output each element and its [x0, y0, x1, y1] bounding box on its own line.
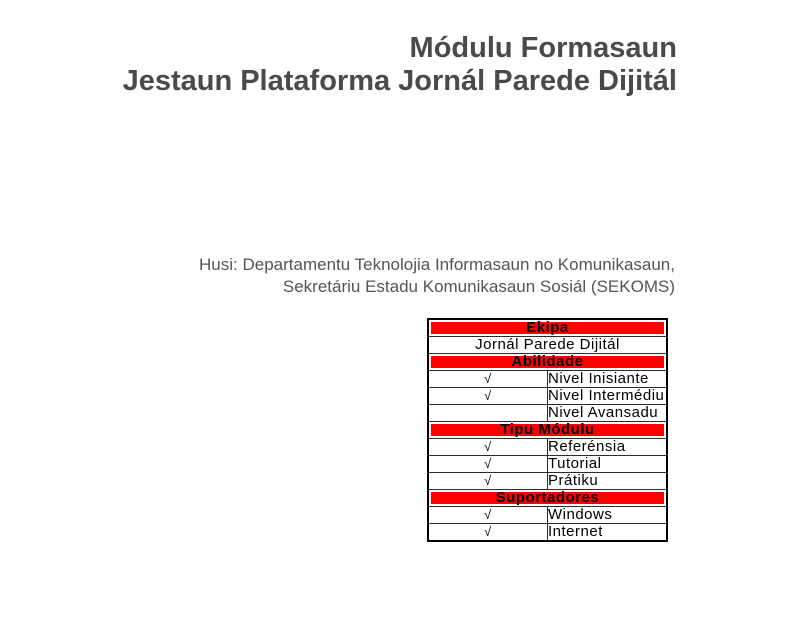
checkmark-cell [428, 456, 548, 473]
module-table-body [428, 319, 667, 541]
table-row [428, 439, 667, 456]
byline-line-2: Sekretáriu Estadu Komunikasaun Sosiál (SEKOMS) [282, 277, 675, 296]
byline [199, 254, 675, 298]
section-header-cell: Suportadores [428, 490, 667, 507]
checkmark-cell [428, 405, 548, 422]
checkmark-cell [428, 524, 548, 542]
item-label-cell: Prátiku [548, 473, 668, 490]
item-label-cell: Windows [548, 507, 668, 524]
table-row [428, 405, 667, 422]
check-icon: √ [484, 507, 492, 522]
section-header-cell: Ekipa [428, 319, 667, 337]
table-section-header-row [428, 490, 667, 507]
table-section-header-row [428, 422, 667, 439]
item-label-cell: Nivel Avansadu [548, 405, 668, 422]
check-icon: √ [484, 439, 492, 454]
table-row [428, 473, 667, 490]
table-row [428, 507, 667, 524]
checkmark-cell [428, 439, 548, 456]
item-label-cell: Tutorial [548, 456, 668, 473]
check-icon: √ [484, 456, 492, 471]
checkmark-cell [428, 388, 548, 405]
item-label-cell: Referénsia [548, 439, 668, 456]
section-header-cell: Tipu Módulu [428, 422, 667, 439]
table-row [428, 456, 667, 473]
section-header-cell: Abilidade [428, 354, 667, 371]
table-section-header-row [428, 354, 667, 371]
check-icon: √ [484, 473, 492, 488]
byline-line-1: Husi: Departamentu Teknolojia Informasaun no Komunikasaun, [199, 255, 675, 274]
checkmark-cell [428, 371, 548, 388]
table-section-header-row [428, 319, 667, 337]
title-block [123, 32, 677, 98]
check-icon: √ [484, 371, 492, 386]
check-icon: √ [484, 388, 492, 403]
item-label-cell: Nivel Intermédiu [548, 388, 668, 405]
checkmark-cell [428, 473, 548, 490]
check-icon: √ [484, 524, 492, 539]
value-cell: Jornál Parede Dijitál [428, 337, 667, 354]
item-label-cell: Internet [548, 524, 668, 542]
checkmark-cell [428, 507, 548, 524]
table-row [428, 388, 667, 405]
table-value-row [428, 337, 667, 354]
document-subtitle: Jestaun Plataforma Jornál Parede Dijitál [122, 65, 677, 97]
item-label-cell: Nivel Inisiante [548, 371, 668, 388]
table-row [428, 371, 667, 388]
module-info-table [427, 318, 668, 542]
table-row [428, 524, 667, 542]
document-title: Módulu Formasaun [409, 32, 677, 64]
